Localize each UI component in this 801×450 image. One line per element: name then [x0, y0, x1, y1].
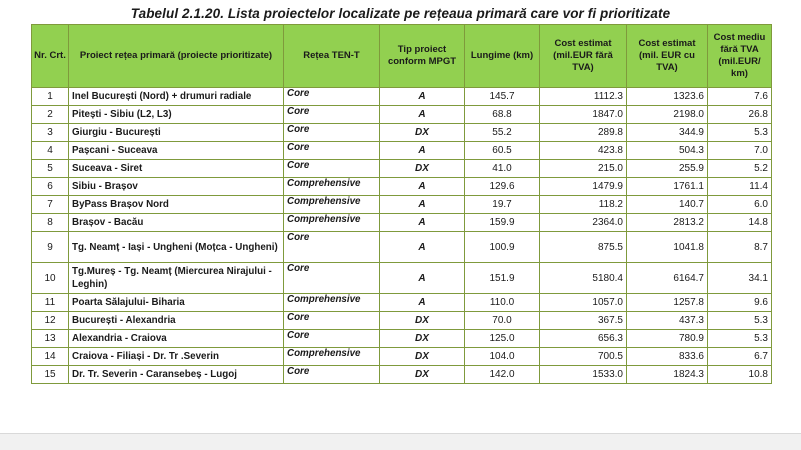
table-row [32, 106, 772, 124]
cell-project: Poarta Sălajului- Biharia [69, 294, 284, 312]
cell-cost-no-vat: 367.5 [540, 312, 627, 330]
cell-type: DX [380, 330, 465, 348]
cell-avg-cost: 6.7 [708, 348, 772, 366]
cell-project: Pitești - Sibiu (L2, L3) [69, 106, 284, 124]
cell-cost-vat: 833.6 [627, 348, 708, 366]
cell-length: 19.7 [465, 196, 540, 214]
cell-project: Craiova - Filiași - Dr. Tr .Severin [69, 348, 284, 366]
cell-nr: 6 [32, 178, 69, 196]
cell-project: Pașcani - Suceava [69, 142, 284, 160]
cell-type: A [380, 294, 465, 312]
cell-nr: 5 [32, 160, 69, 178]
cell-cost-vat: 1041.8 [627, 232, 708, 263]
cell-cost-vat: 6164.7 [627, 263, 708, 294]
header-network: Rețea TEN-T [284, 25, 380, 88]
cell-nr: 4 [32, 142, 69, 160]
cell-avg-cost: 5.3 [708, 330, 772, 348]
cell-avg-cost: 26.8 [708, 106, 772, 124]
cell-network: Core [284, 124, 380, 142]
cell-type: DX [380, 312, 465, 330]
table-row [32, 88, 772, 106]
cell-cost-no-vat: 118.2 [540, 196, 627, 214]
cell-avg-cost: 7.6 [708, 88, 772, 106]
table-row [32, 312, 772, 330]
cell-cost-vat: 437.3 [627, 312, 708, 330]
cell-cost-no-vat: 656.3 [540, 330, 627, 348]
cell-nr: 9 [32, 232, 69, 263]
table-row [32, 366, 772, 384]
cell-cost-vat: 2198.0 [627, 106, 708, 124]
cell-nr: 1 [32, 88, 69, 106]
cell-avg-cost: 11.4 [708, 178, 772, 196]
cell-cost-no-vat: 215.0 [540, 160, 627, 178]
table-row [32, 330, 772, 348]
cell-project: Giurgiu - București [69, 124, 284, 142]
cell-project: Dr. Tr. Severin - Caransebeș - Lugoj [69, 366, 284, 384]
cell-avg-cost: 5.2 [708, 160, 772, 178]
cell-nr: 11 [32, 294, 69, 312]
cell-avg-cost: 14.8 [708, 214, 772, 232]
header-length: Lungime (km) [465, 25, 540, 88]
cell-project: ByPass Brașov Nord [69, 196, 284, 214]
cell-nr: 3 [32, 124, 69, 142]
cell-network: Comprehensive [284, 178, 380, 196]
cell-length: 129.6 [465, 178, 540, 196]
cell-cost-no-vat: 289.8 [540, 124, 627, 142]
cell-length: 142.0 [465, 366, 540, 384]
cell-type: DX [380, 160, 465, 178]
cell-project: Tg. Neamț - Iași - Ungheni (Moțca - Ungheni) [69, 232, 284, 263]
cell-cost-no-vat: 1533.0 [540, 366, 627, 384]
cell-cost-no-vat: 700.5 [540, 348, 627, 366]
header-project: Proiect rețea primară (proiecte prioritizate) [69, 25, 284, 88]
cell-avg-cost: 5.3 [708, 124, 772, 142]
cell-avg-cost: 7.0 [708, 142, 772, 160]
table-row [32, 178, 772, 196]
cell-cost-no-vat: 2364.0 [540, 214, 627, 232]
cell-avg-cost: 10.8 [708, 366, 772, 384]
cell-network: Core [284, 88, 380, 106]
table-row [32, 196, 772, 214]
cell-network: Core [284, 142, 380, 160]
table-body [32, 88, 772, 384]
projects-table [31, 24, 772, 384]
cell-avg-cost: 5.3 [708, 312, 772, 330]
cell-network: Comprehensive [284, 214, 380, 232]
cell-cost-vat: 1761.1 [627, 178, 708, 196]
table-row [32, 348, 772, 366]
cell-avg-cost: 9.6 [708, 294, 772, 312]
cell-length: 145.7 [465, 88, 540, 106]
cell-cost-vat: 780.9 [627, 330, 708, 348]
cell-type: DX [380, 124, 465, 142]
cell-cost-vat: 255.9 [627, 160, 708, 178]
cell-type: A [380, 196, 465, 214]
cell-nr: 12 [32, 312, 69, 330]
cell-cost-vat: 2813.2 [627, 214, 708, 232]
cell-network: Core [284, 232, 380, 263]
header-avg-cost: Cost mediu fără TVA (mil.EUR/ km) [708, 25, 772, 88]
cell-nr: 13 [32, 330, 69, 348]
table-row [32, 124, 772, 142]
header-nr: Nr. Crt. [32, 25, 69, 88]
cell-length: 104.0 [465, 348, 540, 366]
cell-type: A [380, 88, 465, 106]
cell-network: Core [284, 366, 380, 384]
cell-type: A [380, 142, 465, 160]
cell-network: Core [284, 106, 380, 124]
cell-length: 125.0 [465, 330, 540, 348]
cell-nr: 7 [32, 196, 69, 214]
cell-avg-cost: 8.7 [708, 232, 772, 263]
cell-network: Comprehensive [284, 196, 380, 214]
cell-length: 70.0 [465, 312, 540, 330]
cell-network: Core [284, 312, 380, 330]
cell-type: A [380, 178, 465, 196]
cell-project: Suceava - Siret [69, 160, 284, 178]
header-row [32, 25, 772, 88]
cell-avg-cost: 6.0 [708, 196, 772, 214]
cell-cost-no-vat: 875.5 [540, 232, 627, 263]
cell-cost-no-vat: 5180.4 [540, 263, 627, 294]
cell-network: Comprehensive [284, 348, 380, 366]
cell-nr: 10 [32, 263, 69, 294]
table-row [32, 214, 772, 232]
cell-project: Brașov - Bacău [69, 214, 284, 232]
cell-length: 41.0 [465, 160, 540, 178]
cell-nr: 14 [32, 348, 69, 366]
cell-cost-no-vat: 1479.9 [540, 178, 627, 196]
cell-type: A [380, 106, 465, 124]
table-row [32, 142, 772, 160]
cell-project: Alexandria - Craiova [69, 330, 284, 348]
cell-project: Inel București (Nord) + drumuri radiale [69, 88, 284, 106]
cell-nr: 15 [32, 366, 69, 384]
header-cost-vat: Cost estimat (mil. EUR cu TVA) [627, 25, 708, 88]
cell-project: București - Alexandria [69, 312, 284, 330]
table-row [32, 160, 772, 178]
cell-nr: 8 [32, 214, 69, 232]
cell-cost-vat: 1323.6 [627, 88, 708, 106]
table-title: Tabelul 2.1.20. Lista proiectelor localizate pe rețeaua primară care vor fi prioritizate [130, 6, 671, 21]
cell-network: Core [284, 263, 380, 294]
cell-cost-no-vat: 1847.0 [540, 106, 627, 124]
cell-cost-vat: 1257.8 [627, 294, 708, 312]
cell-cost-no-vat: 1057.0 [540, 294, 627, 312]
cell-type: A [380, 232, 465, 263]
cell-type: A [380, 263, 465, 294]
cell-type: DX [380, 366, 465, 384]
cell-project: Tg.Mureș - Tg. Neamț (Miercurea Nirajului - Leghin) [69, 263, 284, 294]
cell-length: 100.9 [465, 232, 540, 263]
cell-type: A [380, 214, 465, 232]
table-row [32, 263, 772, 294]
cell-cost-vat: 140.7 [627, 196, 708, 214]
table-row [32, 294, 772, 312]
cell-project: Sibiu - Brașov [69, 178, 284, 196]
cell-cost-vat: 344.9 [627, 124, 708, 142]
page-bottom-strip [0, 433, 801, 450]
table-row [32, 232, 772, 263]
cell-network: Core [284, 330, 380, 348]
cell-length: 159.9 [465, 214, 540, 232]
cell-cost-no-vat: 1112.3 [540, 88, 627, 106]
cell-length: 55.2 [465, 124, 540, 142]
cell-length: 68.8 [465, 106, 540, 124]
cell-avg-cost: 34.1 [708, 263, 772, 294]
cell-length: 60.5 [465, 142, 540, 160]
cell-type: DX [380, 348, 465, 366]
cell-network: Core [284, 160, 380, 178]
cell-network: Comprehensive [284, 294, 380, 312]
cell-nr: 2 [32, 106, 69, 124]
cell-length: 110.0 [465, 294, 540, 312]
cell-length: 151.9 [465, 263, 540, 294]
header-type: Tip proiect conform MPGT [380, 25, 465, 88]
cell-cost-vat: 1824.3 [627, 366, 708, 384]
cell-cost-vat: 504.3 [627, 142, 708, 160]
header-cost-no-vat: Cost estimat (mil.EUR fără TVA) [540, 25, 627, 88]
cell-cost-no-vat: 423.8 [540, 142, 627, 160]
